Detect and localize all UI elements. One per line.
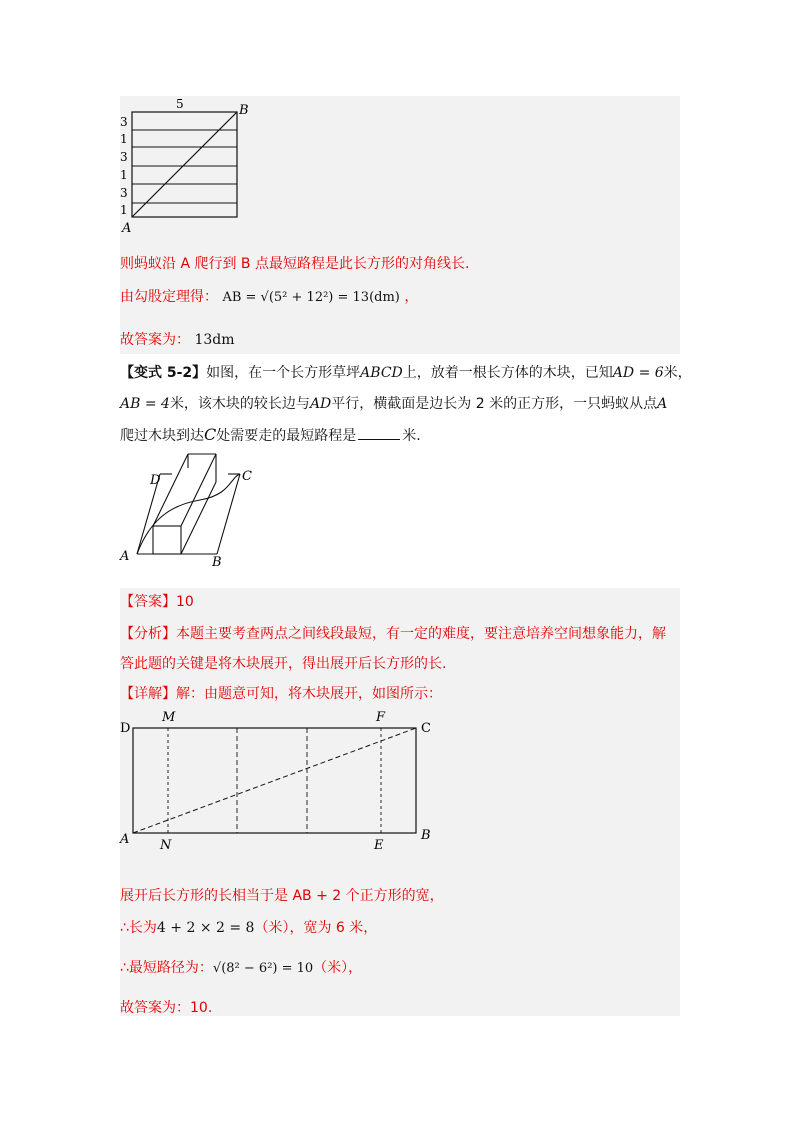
p3d: 米. (402, 428, 421, 444)
p3b: C (204, 425, 217, 444)
fig1-label-a: A (122, 221, 132, 236)
s2b: 4 + 2 × 2 = 8 (156, 920, 255, 936)
step-line-2 (120, 918, 377, 938)
p1e: 米， (663, 365, 692, 381)
fig2-label-d: D (150, 473, 161, 488)
fig3-label-b: B (421, 828, 431, 843)
p3a: 爬过木块到达 (120, 428, 204, 444)
line2-formula: AB = √(5² + 12²) = 13(dm) (222, 290, 400, 305)
s3a: ∴最短路径为： (120, 960, 213, 976)
problem-line-2 (120, 394, 667, 414)
fig3-label-c: C (421, 721, 431, 736)
figure-block (116, 448, 266, 570)
s3c: （米）， (313, 960, 363, 976)
p2a: AB = 4 (120, 396, 170, 412)
answer-line: 【答案】10 (120, 594, 194, 610)
fig1-label-b: B (239, 103, 249, 118)
p1a: 如图，在一个长方形草坪 (206, 365, 361, 381)
fig3-label-d: D (120, 721, 131, 736)
solution-line-2 (120, 287, 418, 308)
fig1-side-2: 3 (120, 150, 128, 164)
fig3-label-e: E (374, 838, 384, 853)
fig2-label-c: C (242, 469, 252, 484)
analysis-line-1: 【分析】本题主要考查两点之间线段最短，有一定的难度，要注意培养空间想象能力，解 (120, 626, 666, 642)
p3c: 处需要走的最短路程是 (216, 428, 357, 444)
p1d: AD = 6 (612, 365, 664, 381)
solution-line-1: 则蚂蚁沿 A 爬行到 B 点最短路程是此长方形的对角线长. (120, 256, 470, 272)
p2e: A (657, 396, 668, 412)
fig1-side-5: 1 (120, 203, 128, 217)
s3b: √(8² − 6²) = 10 (212, 961, 314, 976)
p1b: ABCD (360, 365, 403, 381)
line2-prefix: 由勾股定理得： (120, 289, 218, 305)
step-line-3 (120, 958, 362, 979)
fig1-side-4: 3 (120, 186, 128, 200)
problem-tag: 【变式 5-2】 (120, 365, 207, 381)
fig2-label-a: A (120, 549, 130, 564)
fig3-label-n: N (160, 838, 172, 853)
fig1-side-1: 1 (120, 132, 128, 146)
solution-line-3 (120, 330, 235, 350)
problem-line-1 (120, 363, 692, 383)
step-line-4: 故答案为：10. (120, 1000, 213, 1016)
p2b: 米，该木块的较长边与 (169, 396, 310, 412)
figure-strips (116, 96, 266, 236)
fig2-label-b: B (212, 555, 222, 570)
detail-line: 【详解】解：由题意可知，将木块展开，如图所示： (120, 686, 442, 702)
line3-value: 13dm (194, 332, 235, 348)
figure-unfolded (118, 706, 438, 856)
line2-suffix: ， (404, 289, 419, 305)
analysis-line-2: 答此题的关键是将木块展开，得出展开后长方形的长. (120, 656, 447, 672)
fig3-label-m: M (162, 710, 176, 725)
fig1-width-label: 5 (176, 97, 184, 111)
p1c: 上，放着一根长方体的木块，已知 (402, 365, 613, 381)
answer-blank (358, 425, 400, 440)
step-line-1: 展开后长方形的长相当于是 AB + 2 个正方形的宽， (120, 888, 444, 904)
fig1-side-3: 1 (120, 168, 128, 182)
p2d: 平行，横截面是边长为 2 米的正方形，一只蚂蚁从点 (331, 396, 658, 412)
s2a: ∴长为 (120, 920, 157, 936)
s2c: （米），宽为 6 米， (254, 920, 378, 936)
fig3-label-f: F (376, 710, 386, 725)
problem-line-3 (120, 425, 421, 446)
line3-prefix: 故答案为： (120, 332, 190, 348)
fig3-label-a: A (120, 832, 130, 847)
fig1-side-0: 3 (120, 115, 128, 129)
p2c: AD (309, 396, 332, 412)
